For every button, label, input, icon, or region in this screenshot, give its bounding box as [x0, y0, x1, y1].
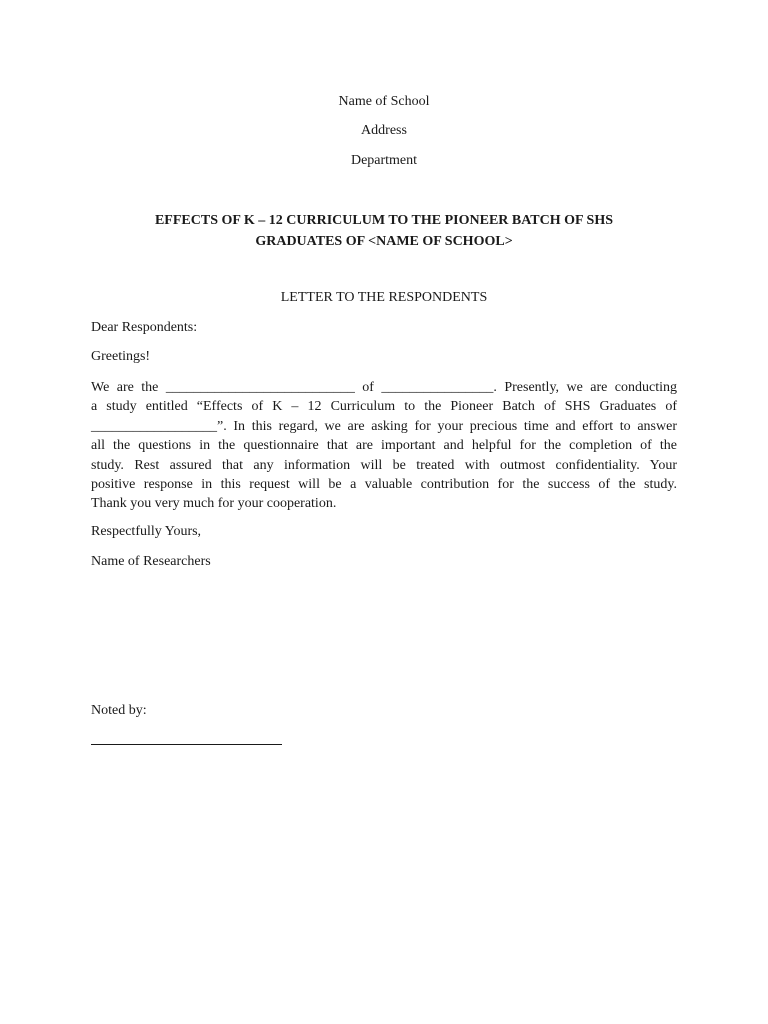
body-line-4: all the questions in the questionnaire that are important and helpful for the completion of the [91, 438, 677, 454]
closing: Respectfully Yours, [91, 524, 202, 539]
greeting: Greetings! [91, 349, 151, 364]
school-address: Address [361, 123, 407, 138]
noted-by-label: Noted by: [91, 703, 147, 718]
salutation: Dear Respondents: [91, 320, 198, 335]
body-line-5: study. Rest assured that any information will be treated with outmost confidentiality. Your [91, 457, 677, 473]
letter-heading: LETTER TO THE RESPONDENTS [280, 290, 488, 305]
study-title [90, 210, 678, 252]
body-line-2: a study entitled “Effects of K – 12 Curriculum to the Pioneer Batch of SHS Graduates of [91, 399, 677, 415]
study-title-line-1: EFFECTS OF K – 12 CURRICULUM TO THE PIONEER BATCH OF SHS [154, 213, 614, 228]
school-name: Name of School [338, 94, 430, 109]
body-line-1: We are the ___________________________ of ________________. Presently, we are conducting [91, 380, 677, 395]
body-line-7: Thank you very much for your cooperation. [91, 496, 337, 512]
body-line-6: positive response in this request will be a valuable contribution for the success of the study. [91, 477, 677, 493]
study-title-line-2: GRADUATES OF <NAME OF SCHOOL> [255, 234, 513, 249]
signature-line [91, 744, 282, 745]
signatory-name: Name of Researchers [91, 554, 211, 569]
letter-body [91, 378, 677, 514]
body-line-3: __________________”. In this regard, we are asking for your precious time and effort to answer [91, 418, 677, 434]
department: Department [350, 153, 418, 168]
